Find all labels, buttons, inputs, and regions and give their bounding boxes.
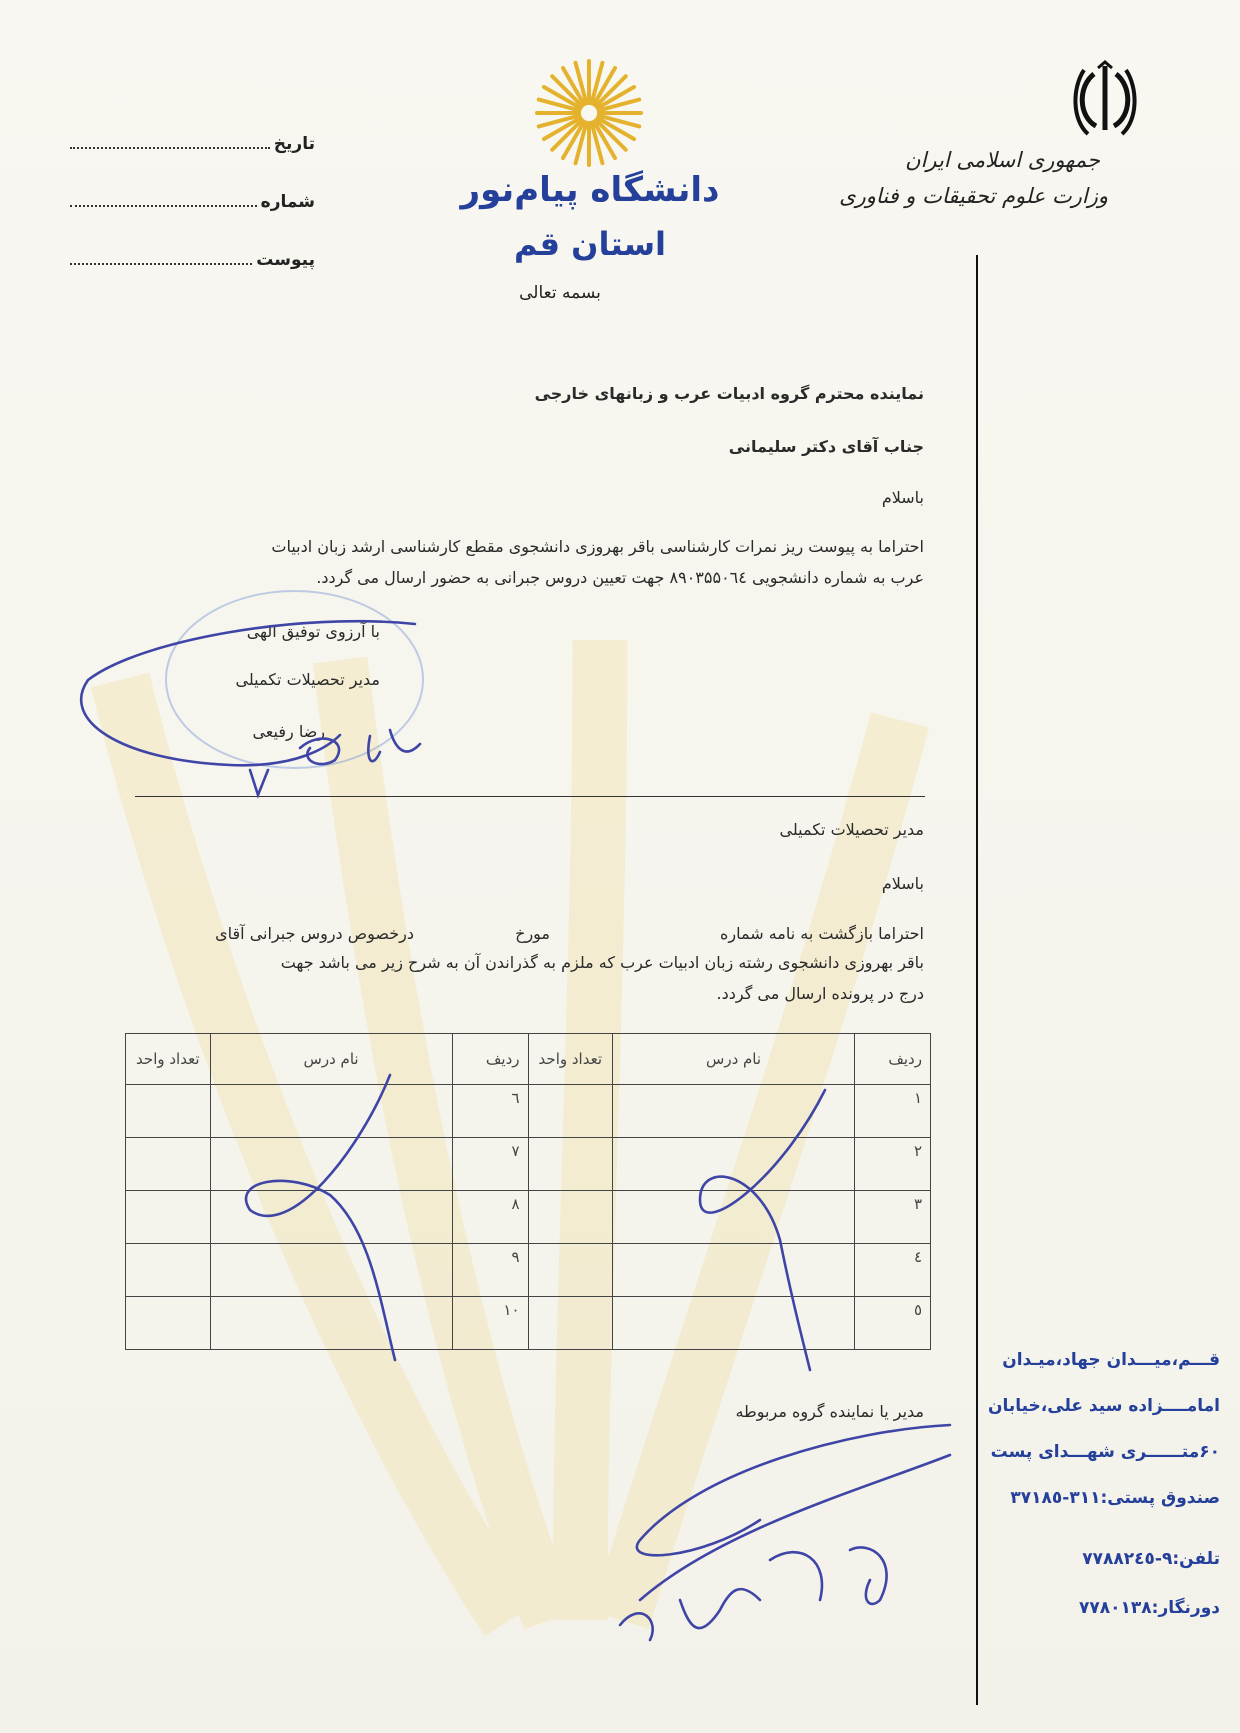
table-row <box>126 1244 931 1297</box>
closing-line: با آرزوی توفیق الهی <box>246 622 380 641</box>
signer-title-1: مدیر تحصیلات تکمیلی <box>235 670 380 689</box>
payame-noor-logo-icon <box>534 58 644 168</box>
row-number: ۹ <box>452 1244 528 1297</box>
row-number: ۳ <box>855 1191 931 1244</box>
table-row <box>126 1297 931 1350</box>
attachment-field <box>70 250 315 270</box>
group-signer: مدیر یا نماینده گروه مربوطه <box>735 1402 924 1421</box>
row-number: ۸ <box>452 1191 528 1244</box>
address-line-2: امامــــزاده سید علی،خیابان <box>987 1396 1220 1416</box>
address-line-3: ۶۰متــــــری شهـــدای پست <box>990 1442 1220 1462</box>
col-header-course: نام درس <box>613 1034 855 1085</box>
province-name: استان قم <box>513 225 666 263</box>
date-field <box>70 134 315 154</box>
addressee-line: جناب آقای دکتر سلیمانی <box>728 437 924 456</box>
body2-part-b: مورخ <box>515 924 550 943</box>
country-name: جمهوری اسلامی ایران <box>905 148 1100 172</box>
body2-part-a: احتراما بازگشت به نامه شماره <box>719 924 924 943</box>
table-row <box>126 1138 931 1191</box>
greeting-1: باسلام <box>881 488 924 507</box>
compensatory-courses-table <box>125 1033 931 1350</box>
col-header-units: تعداد واحد <box>528 1034 613 1085</box>
body2-part-c: درخصوص دروس جبرانی آقای <box>215 924 414 943</box>
body-line-2: عرب به شماره دانشجویی ۸۹۰۳۵۵۰٦٤ جهت تعیین دروس جبرانی به حضور ارسال می گردد. <box>316 568 924 587</box>
address-line-1: قـــم،میـــدان جهاد،میـدان <box>1002 1350 1220 1370</box>
signer-name-1: رضا رفیعی <box>252 722 325 741</box>
addressee-2: مدیر تحصیلات تکمیلی <box>779 820 924 839</box>
body2-line-3: درج در پرونده ارسال می گردد. <box>716 984 924 1003</box>
col-header-course-2: نام درس <box>210 1034 452 1085</box>
table-row <box>126 1085 931 1138</box>
iran-emblem-icon <box>1070 60 1140 140</box>
number-field <box>70 192 315 212</box>
row-number: ۷ <box>452 1138 528 1191</box>
row-number: ٦ <box>452 1085 528 1138</box>
table-row <box>126 1191 931 1244</box>
row-number: ٥ <box>855 1297 931 1350</box>
col-header-row-no: ردیف <box>855 1034 931 1085</box>
recipient-line: نماینده محترم گروه ادبیات عرب و زبانهای خارجی <box>534 384 924 403</box>
row-number: ٤ <box>855 1244 931 1297</box>
basmala: بسمه تعالی <box>519 283 601 303</box>
col-header-row-no-2: ردیف <box>452 1034 528 1085</box>
row-number: ۱۰ <box>452 1297 528 1350</box>
margin-divider <box>976 255 978 1705</box>
ministry-name: وزارت علوم تحقیقات و فناوری <box>839 184 1108 208</box>
greeting-2: باسلام <box>881 874 924 893</box>
row-number: ۱ <box>855 1085 931 1138</box>
section-divider <box>135 796 925 797</box>
body2-line-2: باقر بهروزی دانشجوی رشته زبان ادبیات عرب که ملزم به گذراندن آن به شرح زیر می باشد جهت <box>280 953 924 972</box>
fax-number: دورنگار:۷۷۸۰۱۳۸ <box>1079 1598 1220 1618</box>
table-header-row <box>126 1034 931 1085</box>
col-header-units-2: تعداد واحد <box>126 1034 211 1085</box>
phone-number: تلفن:۹-۷۷۸۸۲٤٥ <box>1082 1549 1220 1569</box>
number-label: شماره <box>260 192 315 212</box>
postal-box: صندوق پستی:۳۱۱-۳۷۱۸٥ <box>1010 1488 1220 1508</box>
body-line-1: احتراما به پیوست ریز نمرات کارشناسی باقر بهروزی دانشجوی مقطع کارشناسی ارشد زبان ادبیات <box>271 537 924 556</box>
university-name: دانشگاه پیام‌نور <box>460 170 720 210</box>
row-number: ۲ <box>855 1138 931 1191</box>
attachment-label: پیوست <box>256 250 315 270</box>
date-label: تاریخ <box>273 134 315 154</box>
